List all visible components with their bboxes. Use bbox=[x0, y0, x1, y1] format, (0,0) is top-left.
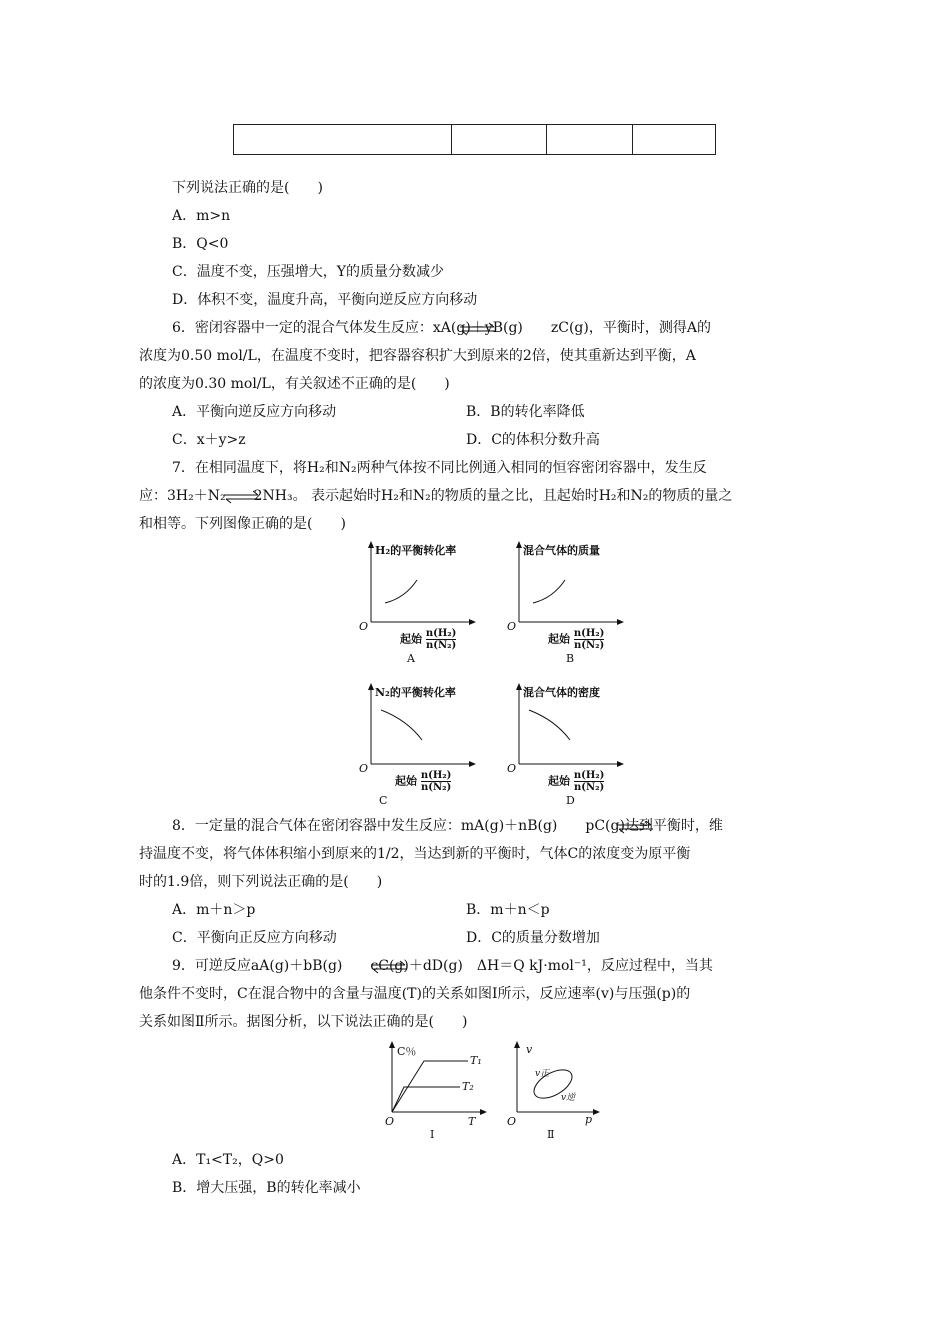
q7-graph-b bbox=[493, 540, 633, 668]
q7-graph-b-ylabel: 混合气体的质量 bbox=[523, 544, 600, 557]
q5-stem: 下列说法正确的是( ) bbox=[172, 180, 323, 196]
xlabel-numerator: n(H₂) bbox=[573, 770, 605, 781]
q9-fig1-ylabel: C％ bbox=[397, 1045, 417, 1058]
q9-fig2-ylabel: v bbox=[526, 1043, 533, 1056]
q9-fig1-caption: Ⅰ bbox=[430, 1128, 435, 1141]
reversible-arrow-icon bbox=[222, 490, 262, 504]
q6-line-2: 浓度为0.50 mol/L，在温度不变时，把容器容积扩大到原来的2倍，使其重新达到平衡，A bbox=[139, 348, 696, 364]
q9-fig2-v-reverse: v逆 bbox=[561, 1093, 576, 1103]
q7-graph-d-xlabel bbox=[548, 770, 604, 793]
q7-graph-d-curve bbox=[529, 710, 570, 740]
table-divider bbox=[546, 125, 547, 154]
q8-option-c: C．平衡向正反应方向移动 bbox=[172, 930, 337, 946]
q9-fig1-xlabel: T bbox=[468, 1115, 476, 1128]
q5-option-b: B．Q<0 bbox=[172, 236, 229, 252]
q9-option-a: A．T₁<T₂，Q>0 bbox=[172, 1152, 284, 1168]
q5-option-c: C．温度不变，压强增大，Y的质量分数减少 bbox=[172, 264, 444, 280]
q7-graph-c-curve bbox=[381, 710, 422, 740]
q7-graph-a-curve bbox=[385, 580, 417, 603]
table-divider bbox=[632, 125, 633, 154]
q9-fig2-v-forward: v正 bbox=[535, 1069, 550, 1079]
q7-graph-a-ylabel: H₂的平衡转化率 bbox=[375, 544, 457, 557]
q8-option-d: D．C的质量分数增加 bbox=[466, 930, 600, 946]
q8-option-a: A．m＋n＞p bbox=[172, 902, 256, 918]
q9-fig1-t2-label: T₂ bbox=[462, 1080, 474, 1093]
xlabel-numerator: n(H₂) bbox=[420, 770, 452, 781]
reversible-arrow-icon bbox=[369, 960, 409, 974]
q7-graph-c-origin: O bbox=[359, 762, 369, 775]
q5-option-d: D．体积不变，温度升高，平衡向逆反应方向移动 bbox=[172, 292, 478, 308]
q7-graph-d-ylabel: 混合气体的密度 bbox=[523, 686, 600, 699]
q8-line-3: 时的1.9倍，则下列说法正确的是( ) bbox=[139, 874, 383, 890]
q9-fig2-xlabel: p bbox=[585, 1113, 593, 1126]
q7-graph-c bbox=[345, 682, 485, 810]
xlabel-prefix: 起始 bbox=[395, 774, 417, 788]
reversible-arrow-icon bbox=[615, 820, 655, 834]
q7-graph-d bbox=[493, 682, 633, 810]
xlabel-denominator: n(N₂) bbox=[425, 640, 457, 651]
q9-line-1: 9．可逆反应aA(g)＋bB(g) cC(g)＋dD(g) ΔH＝Q kJ·mol⁻¹，反应过程中，当其 bbox=[172, 958, 713, 974]
xlabel-prefix: 起始 bbox=[548, 632, 570, 646]
q5-option-a: A．m>n bbox=[172, 208, 231, 224]
q6-option-b: B．B的转化率降低 bbox=[466, 404, 585, 420]
q7-graph-d-origin: O bbox=[507, 762, 517, 775]
q7-graph-a-xlabel bbox=[400, 628, 456, 651]
q9-fig1-t1-label: T₁ bbox=[470, 1054, 482, 1067]
q7-graph-a-origin: O bbox=[359, 620, 369, 633]
data-table-fragment bbox=[233, 124, 716, 155]
q7-graph-c-ylabel: N₂的平衡转化率 bbox=[375, 686, 456, 699]
q7-line-1: 7．在相同温度下，将H₂和N₂两种气体按不同比例通入相同的恒容密闭容器中，发生反 bbox=[172, 460, 707, 476]
q9-figure-2 bbox=[505, 1040, 605, 1145]
q6-option-c: C．x＋y>z bbox=[172, 432, 246, 448]
q8-line-1: 8．一定量的混合气体在密闭容器中发生反应：mA(g)＋nB(g) pC(g)达到平衡时，维 bbox=[172, 818, 723, 834]
q7-graph-a-letter: A bbox=[407, 652, 415, 665]
q9-fig2-caption: Ⅱ bbox=[547, 1128, 555, 1141]
xlabel-prefix: 起始 bbox=[400, 632, 422, 646]
q7-graph-d-letter: D bbox=[566, 794, 575, 807]
q9-fig2-origin: O bbox=[507, 1115, 517, 1128]
xlabel-denominator: n(N₂) bbox=[573, 782, 605, 793]
q7-graph-b-curve bbox=[533, 580, 565, 603]
q7-graph-c-letter: C bbox=[379, 794, 388, 807]
xlabel-prefix: 起始 bbox=[548, 774, 570, 788]
q6-option-d: D．C的体积分数升高 bbox=[466, 432, 600, 448]
q6-option-a: A．平衡向逆反应方向移动 bbox=[172, 404, 337, 420]
q6-line-3: 的浓度为0.30 mol/L，有关叙述不正确的是( ) bbox=[139, 376, 450, 392]
q8-line-2: 持温度不变，将气体体积缩小到原来的1/2，当达到新的平衡时，气体C的浓度变为原平衡 bbox=[139, 846, 691, 862]
q9-line-2: 他条件不变时，C在混合物中的含量与温度(T)的关系如图Ⅰ所示，反应速率(v)与压强(p)的 bbox=[139, 986, 691, 1002]
q7-graph-a bbox=[345, 540, 485, 668]
xlabel-numerator: n(H₂) bbox=[425, 628, 457, 639]
xlabel-denominator: n(N₂) bbox=[573, 640, 605, 651]
reversible-arrow-icon bbox=[458, 322, 498, 336]
q7-graph-b-xlabel bbox=[548, 628, 604, 651]
q7-graph-b-origin: O bbox=[507, 620, 517, 633]
xlabel-denominator: n(N₂) bbox=[420, 782, 452, 793]
q9-t2-curve bbox=[392, 1087, 460, 1112]
q9-line-3: 关系如图Ⅱ所示。据图分析，以下说法正确的是( ) bbox=[139, 1014, 468, 1030]
xlabel-numerator: n(H₂) bbox=[573, 628, 605, 639]
q9-fig1-origin: O bbox=[385, 1115, 395, 1128]
q7-line-3: 和相等。下列图像正确的是( ) bbox=[139, 516, 346, 532]
q8-option-b: B．m＋n＜p bbox=[466, 902, 550, 918]
q7-graph-c-xlabel bbox=[395, 770, 451, 793]
q6-line-1: 6．密闭容器中一定的混合气体发生反应：xA(g)＋yB(g) zC(g)，平衡时，测得A的 bbox=[172, 320, 711, 336]
q9-figure-1 bbox=[380, 1040, 495, 1145]
q9-option-b: B．增大压强，B的转化率减小 bbox=[172, 1180, 361, 1196]
q7-line-2: 应：3H₂＋N₂ 2NH₃。 表示起始时H₂和N₂的物质的量之比，且起始时H₂和N₂的物质的量之 bbox=[139, 488, 733, 504]
q7-graph-b-letter: B bbox=[566, 652, 575, 665]
table-divider bbox=[451, 125, 452, 154]
